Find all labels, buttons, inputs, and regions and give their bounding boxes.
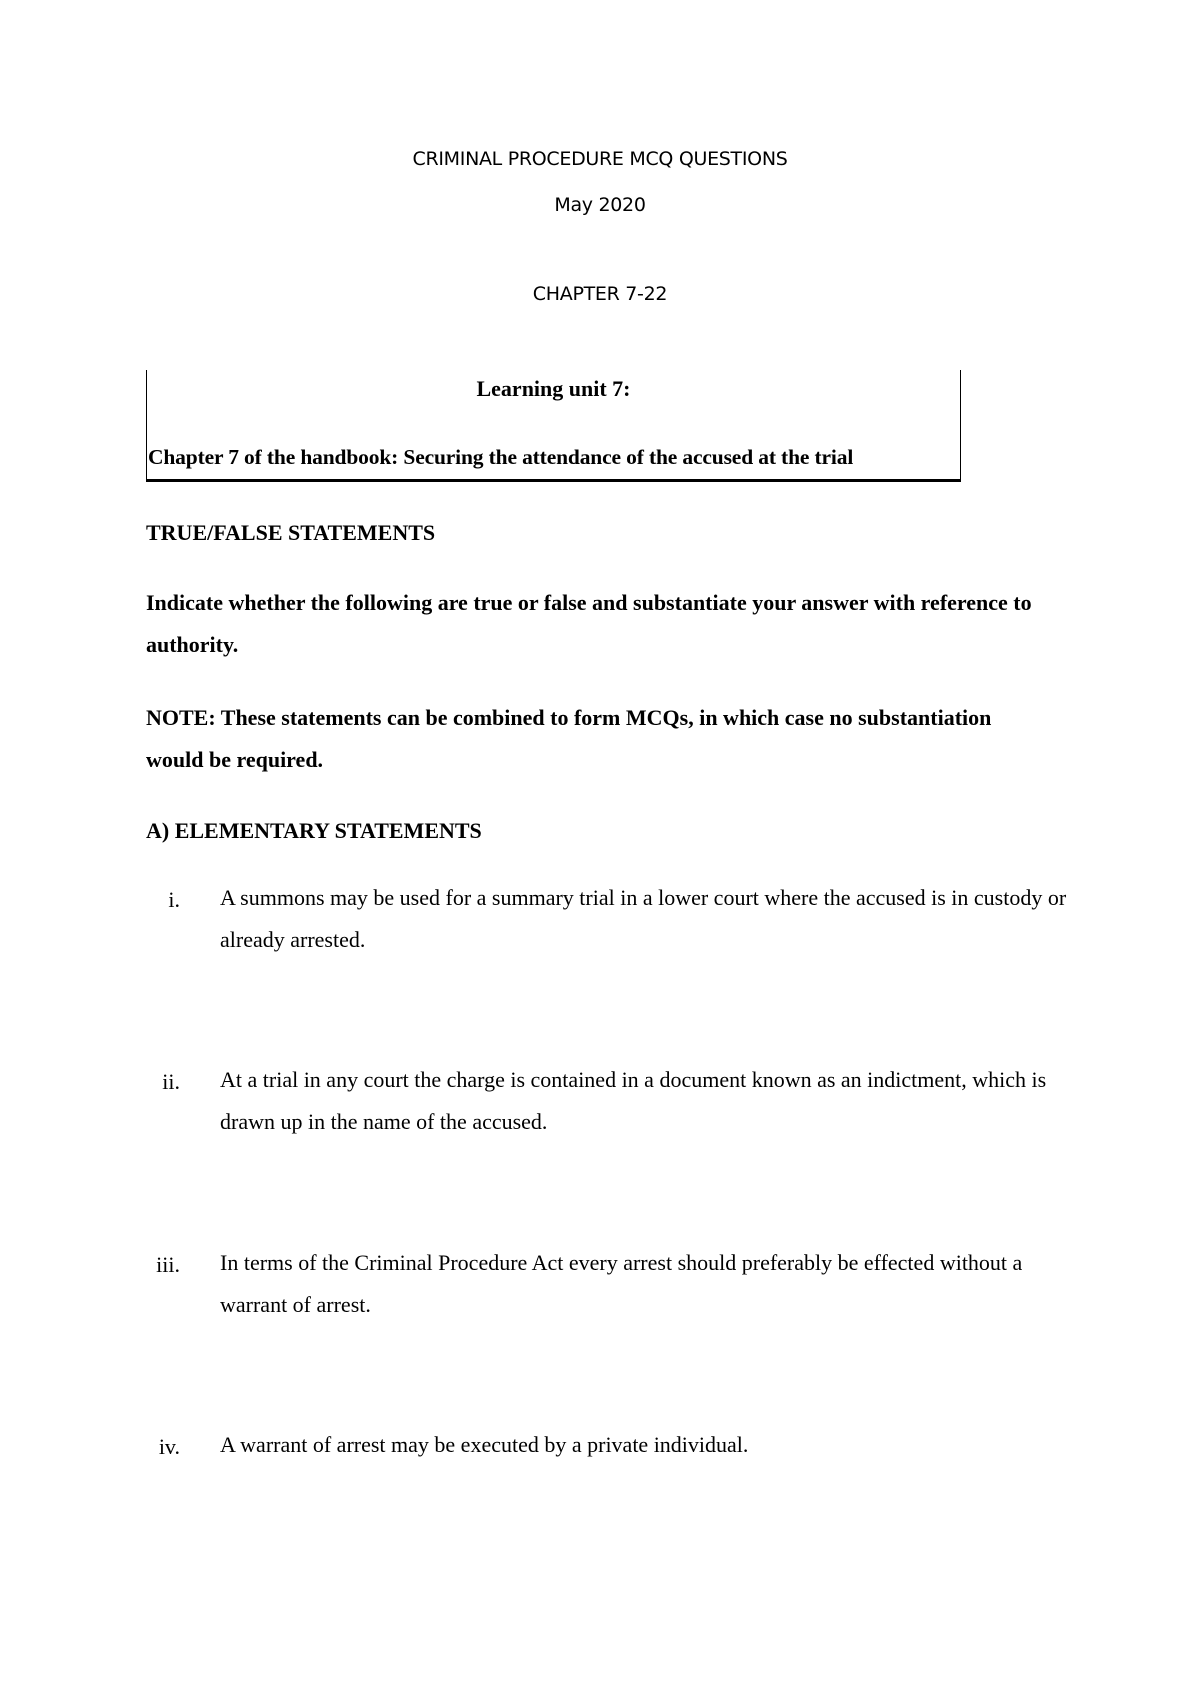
statement-number: iii. (156, 1252, 180, 1277)
learning-unit-box (146, 370, 961, 482)
document-title: CRIMINAL PROCEDURE MCQ QUESTIONS (412, 148, 788, 170)
section-heading: TRUE/FALSE STATEMENTS (146, 520, 436, 545)
statement-number: iv. (158, 1434, 180, 1459)
chapter-range: CHAPTER 7-22 (532, 283, 668, 305)
statement-number: i. (168, 887, 180, 912)
statement-text: At a trial in any court the charge is contained in a document known as an indictment, which is drawn up in the name of the accused. (220, 1067, 1047, 1134)
learning-unit-subtitle: Chapter 7 of the handbook: Securing the attendance of the accused at the trial (148, 445, 854, 469)
statement-text: In terms of the Criminal Procedure Act every arrest should preferably be effected without a warrant of arrest. (220, 1250, 1023, 1317)
statement-text: A warrant of arrest may be executed by a private individual. (220, 1432, 749, 1457)
subsection-heading: A) ELEMENTARY STATEMENTS (146, 818, 482, 843)
document-date: May 2020 (554, 194, 646, 216)
statement-number: ii. (162, 1069, 180, 1094)
note-paragraph: NOTE: These statements can be combined to form MCQs, in which case no substantiation would be required. (146, 705, 992, 772)
instruction-paragraph: Indicate whether the following are true or false and substantiate your answer with reference to authority. (146, 590, 1032, 657)
statement-text: A summons may be used for a summary trial in a lower court where the accused is in custody or already arrested. (220, 885, 1067, 952)
learning-unit-title: Learning unit 7: (476, 376, 631, 401)
